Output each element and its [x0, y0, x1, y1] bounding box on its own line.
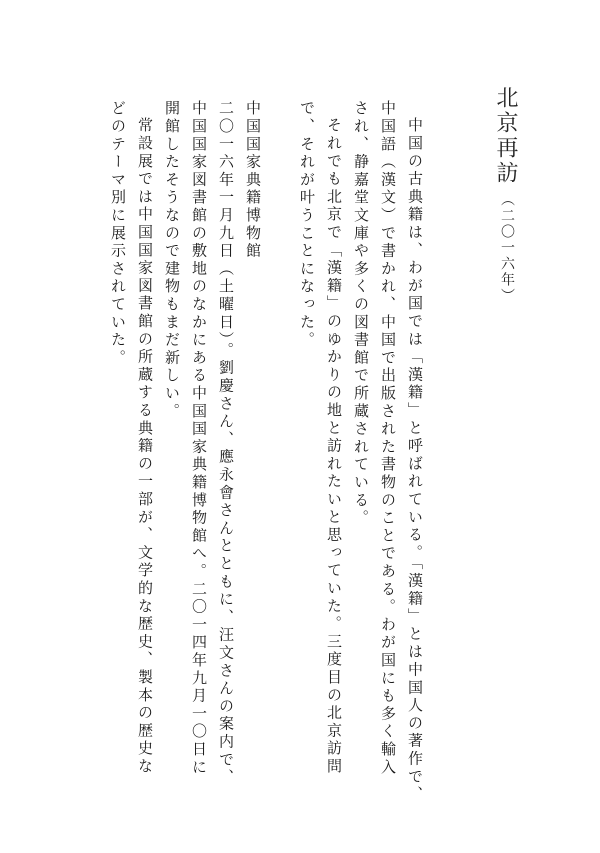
section-heading: 中国国家典籍博物館 — [244, 100, 262, 261]
body-line: 中国語（漢文）で書かれ、中国で出版された書物のことである。わが国にも多く輸入 — [379, 100, 397, 777]
body-line: それでも北京で「漢籍」のゆかりの地と訪れたいと思っていた。三度目の北京訪問 — [325, 117, 343, 776]
body-line: で、それが叶うことになった。 — [298, 100, 316, 350]
body-line: され、静嘉堂文庫や多くの図書館で所蔵されている。 — [352, 100, 370, 528]
page-title: 北京再訪 — [493, 86, 518, 186]
body-line: 中国の古典籍は、わが国では「漢籍」と呼ばれている。「漢籍」とは中国人の著作で、 — [406, 117, 424, 804]
body-line: どのテーマ別に展示されていた。 — [109, 100, 127, 367]
body-line: 開館したそうなので建物もまだ新しい。 — [163, 100, 181, 421]
body-line: 中国国家図書館の敷地のなかにある中国国家典籍博物館へ。二〇一四年九月一〇日に — [190, 100, 208, 777]
page-subtitle: （二〇一六年） — [499, 192, 515, 304]
body-line: 二〇一六年一月九日（土曜日）。劉慶さん、應永會さんとともに、汪文さんの案内で、 — [217, 100, 235, 787]
body-line: 常設展では中国国家図書館の所蔵する典籍の一部が、文学的な歴史、製本の歴史な — [136, 117, 154, 776]
